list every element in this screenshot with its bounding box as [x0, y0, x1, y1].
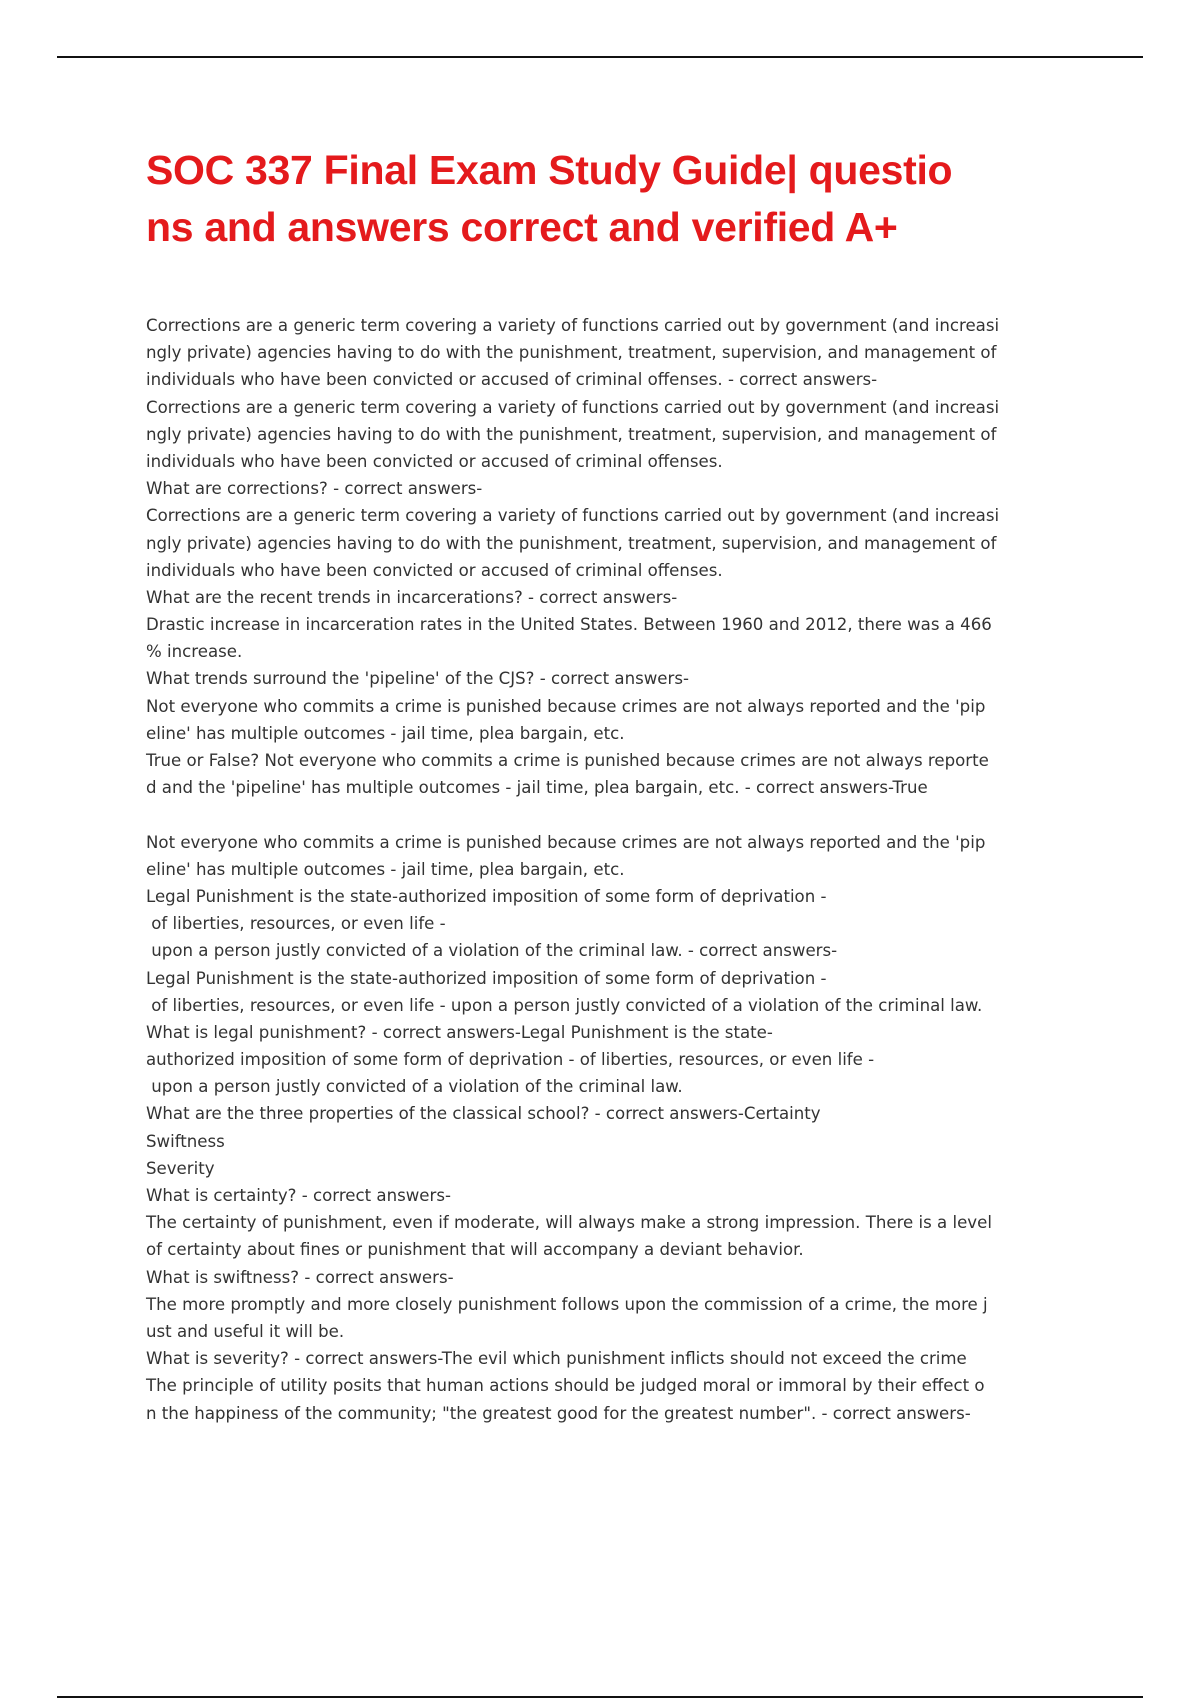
- document-title: [146, 142, 1096, 256]
- text-line: ngly private) agencies having to do with the punishment, treatment, supervision, and management of: [146, 343, 997, 363]
- text-line: of liberties, resources, or even life -: [146, 914, 446, 934]
- title-line: SOC 337 Final Exam Study Guide| questio: [146, 147, 953, 193]
- text-line: individuals who have been convicted or accused of criminal offenses.: [146, 560, 723, 580]
- text-line: Severity: [146, 1158, 215, 1178]
- text-line: What are the recent trends in incarcerations? - correct answers-: [146, 587, 678, 607]
- text-line: What is legal punishment? - correct answers-Legal Punishment is the state-: [146, 1022, 773, 1042]
- text-line: ngly private) agencies having to do with the punishment, treatment, supervision, and management of: [146, 533, 997, 553]
- text-line: Corrections are a generic term covering a variety of functions carried out by government (and increasi: [146, 316, 1000, 335]
- text-line: Not everyone who commits a crime is punished because crimes are not always reported and the 'pip: [146, 832, 986, 852]
- top-divider: [57, 56, 1143, 58]
- text-line: ust and useful it will be.: [146, 1321, 345, 1341]
- text-line: What are corrections? - correct answers-: [146, 479, 483, 499]
- text-line: Not everyone who commits a crime is punished because crimes are not always reported and the 'pip: [146, 696, 986, 716]
- text-line: True or False? Not everyone who commits a crime is punished because crimes are not always reporte: [146, 751, 989, 770]
- text-line: upon a person justly convicted of a violation of the criminal law. - correct answers-: [146, 941, 838, 961]
- text-line: Legal Punishment is the state-authorized imposition of some form of deprivation -: [146, 886, 827, 906]
- text-line: eline' has multiple outcomes - jail time, plea bargain, etc.: [146, 723, 625, 743]
- text-line: upon a person justly convicted of a violation of the criminal law.: [146, 1077, 683, 1097]
- text-line: eline' has multiple outcomes - jail time, plea bargain, etc.: [146, 859, 625, 879]
- bottom-divider: [57, 1696, 1143, 1698]
- text-line: Drastic increase in incarceration rates in the United States. Between 1960 and 2012, there was a 466: [146, 615, 992, 635]
- text-line: individuals who have been convicted or accused of criminal offenses.: [146, 451, 723, 471]
- text-line: Corrections are a generic term covering a variety of functions carried out by government (and increasi: [146, 506, 1000, 526]
- text-line: Legal Punishment is the state-authorized imposition of some form of deprivation -: [146, 968, 827, 988]
- document-body: [146, 312, 1096, 1427]
- text-line: individuals who have been convicted or accused of criminal offenses. - correct answers-: [146, 370, 878, 390]
- text-line: d and the 'pipeline' has multiple outcomes - jail time, plea bargain, etc. - correct answers-True: [146, 778, 928, 798]
- title-line: ns and answers correct and verified A+: [146, 204, 898, 250]
- text-line: [146, 801, 1096, 828]
- text-line: authorized imposition of some form of deprivation - of liberties, resources, or even life -: [146, 1050, 875, 1070]
- text-line: Swiftness: [146, 1131, 225, 1151]
- text-line: What are the three properties of the classical school? - correct answers-Certainty: [146, 1104, 821, 1124]
- text-line: What is severity? - correct answers-The evil which punishment inflicts should not exceed the crime: [146, 1349, 967, 1369]
- text-line: What trends surround the 'pipeline' of the CJS? - correct answers-: [146, 669, 689, 689]
- text-line: The more promptly and more closely punishment follows upon the commission of a crime, the more j: [146, 1294, 988, 1314]
- text-line: The principle of utility posits that human actions should be judged moral or immoral by their effect o: [146, 1376, 985, 1396]
- text-line: The certainty of punishment, even if moderate, will always make a strong impression. There is a level: [146, 1213, 992, 1233]
- text-line: n the happiness of the community; "the greatest good for the greatest number". - correct answers-: [146, 1403, 971, 1423]
- text-line: What is swiftness? - correct answers-: [146, 1267, 454, 1287]
- text-line: ngly private) agencies having to do with the punishment, treatment, supervision, and management of: [146, 424, 997, 444]
- text-line: % increase.: [146, 642, 243, 662]
- text-line: Corrections are a generic term covering a variety of functions carried out by government (and increasi: [146, 397, 1000, 417]
- text-line: What is certainty? - correct answers-: [146, 1186, 451, 1205]
- text-line: of certainty about fines or punishment that will accompany a deviant behavior.: [146, 1240, 804, 1260]
- text-line: of liberties, resources, or even life - upon a person justly convicted of a violation of the criminal law.: [146, 995, 983, 1015]
